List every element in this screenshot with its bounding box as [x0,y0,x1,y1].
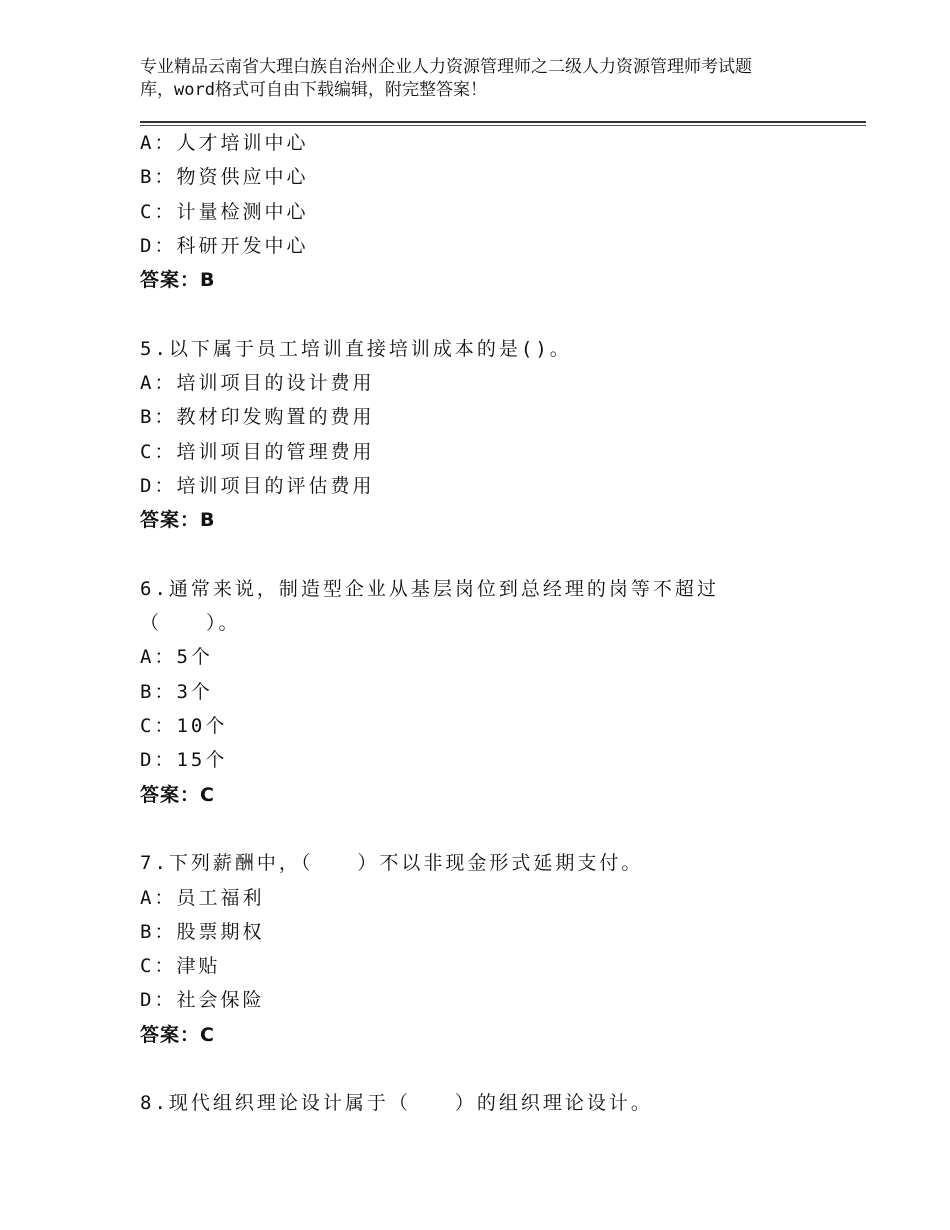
option-a: A：员工福利 [140,886,265,909]
answer: 答案：C [140,1023,215,1046]
option-d: D：15个 [140,749,228,772]
question-5 [140,332,860,538]
spacer [140,538,860,572]
header-title-line-1: 专业精品云南省大理白族自治州企业人力资源管理师之二级人力资源管理师考试题 [140,57,752,77]
option-c: C：计量检测中心 [140,200,309,223]
spacer [140,297,860,331]
option-a: A：5个 [140,646,213,669]
option-a: A：培训项目的设计费用 [140,372,375,395]
spacer [140,812,860,846]
header-title-line-2: 库，word格式可自由下载编辑，附完整答案！ [140,80,487,100]
question-4 [140,126,860,297]
question-stem: 7.下列薪酬中，（ ）不以非现金形式延期支付。 [140,852,644,875]
option-b: B：3个 [140,680,213,703]
option-c: C：培训项目的管理费用 [140,440,375,463]
question-stem-continued: （ ）。 [140,612,241,635]
question-6 [140,572,860,812]
document-header [140,56,840,102]
answer: 答案：C [140,783,215,806]
option-d: D：培训项目的评估费用 [140,474,375,497]
option-d: D：社会保险 [140,989,265,1012]
option-c: C：10个 [140,715,228,738]
answer: 答案：B [140,509,216,532]
question-7 [140,846,860,1052]
question-stem: 8.现代组织理论设计属于（ ）的组织理论设计。 [140,1092,653,1115]
option-c: C：津贴 [140,955,221,978]
option-b: B：股票期权 [140,920,265,943]
option-d: D：科研开发中心 [140,234,309,257]
spacer [140,1052,860,1086]
option-a: A：人才培训中心 [140,132,309,154]
question-list [140,126,860,1121]
question-stem: 6.通常来说，制造型企业从基层岗位到总经理的岗等不超过 [140,577,719,600]
header-divider-thick [140,121,866,123]
question-8 [140,1086,860,1120]
question-stem: 5.以下属于员工培训直接培训成本的是()。 [140,337,572,360]
answer: 答案：B [140,269,216,292]
option-b: B：教材印发购置的费用 [140,406,375,429]
option-b: B：物资供应中心 [140,166,309,189]
